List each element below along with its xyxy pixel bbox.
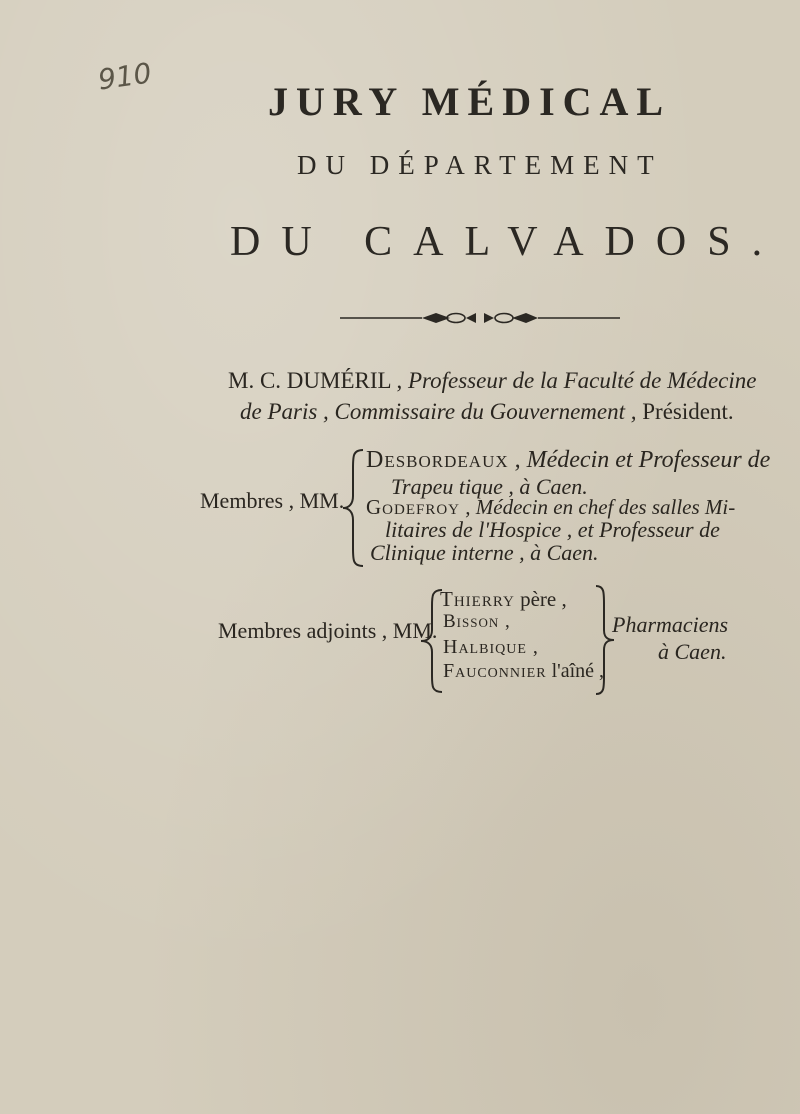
adjoint-name-bisson: Bisson , xyxy=(443,611,511,632)
ornamental-rule xyxy=(340,310,620,326)
adjoint-suffix-thierry: père , xyxy=(514,587,567,611)
adjoints-brace-right xyxy=(594,584,616,696)
member-desbordeaux-line-1 xyxy=(366,447,770,474)
title-du-calvados: DU CALVADOS. xyxy=(230,219,784,265)
adjoints-profession-line-1: Pharmaciens xyxy=(612,612,729,637)
adjoint-fauconnier xyxy=(443,660,604,683)
president-title: Professeur de la Faculté de Médecine xyxy=(407,368,757,393)
adjoints-profession-line-2: à Caen. xyxy=(658,639,727,664)
handwritten-annotation: 910 xyxy=(95,56,154,97)
member-desc-godefroy-3: Clinique interne , à Caen. xyxy=(370,540,599,565)
members-label: Membres , MM. xyxy=(200,488,345,513)
title-du-departement: DU DÉPARTEMENT xyxy=(297,150,663,180)
member-desc-desbordeaux-1: , Médecin et Professeur de xyxy=(514,447,771,473)
member-desc-desbordeaux-2: Trapeu tique , à Caen. xyxy=(391,474,588,499)
adjoint-name-fauconnier: Fauconnier xyxy=(443,660,547,682)
adjoint-suffix-fauconnier: l'aîné , xyxy=(546,660,605,682)
president-role: Président. xyxy=(642,399,734,424)
president-affiliation: de Paris , Commissaire du Gouvernement , xyxy=(240,399,637,424)
adjoint-name-halbique: Halbique , xyxy=(443,636,539,658)
president-line-2 xyxy=(240,399,734,425)
member-desc-godefroy-2: litaires de l'Hospice , et Professeur de xyxy=(385,517,720,542)
members-brace xyxy=(341,448,365,568)
member-desc-godefroy-1: , Médecin en chef des salles Mi- xyxy=(465,495,736,519)
president-line-1 xyxy=(228,368,756,394)
title-jury-medical: JURY MÉDICAL xyxy=(268,79,672,124)
adjoint-name-thierry: Thierry xyxy=(440,587,515,611)
president-name: M. C. DUMÉRIL , xyxy=(228,368,403,393)
adjoint-thierry xyxy=(440,587,567,612)
member-name-desbordeaux: Desbordeaux xyxy=(366,447,509,473)
adjoints-label: Membres adjoints , MM. xyxy=(218,618,438,643)
member-name-godefroy: Godefroy xyxy=(366,495,461,519)
